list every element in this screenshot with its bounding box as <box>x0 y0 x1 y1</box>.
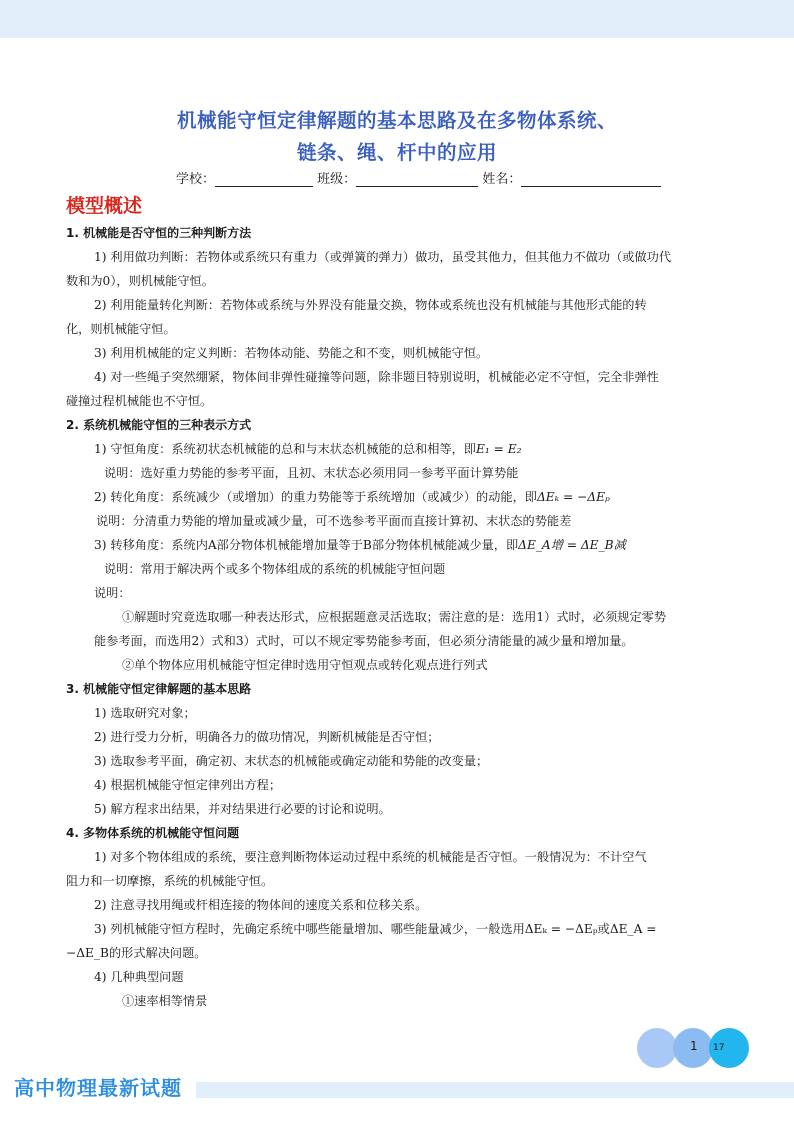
student-info <box>176 168 661 187</box>
formula: E₁ = E₂ <box>476 442 522 456</box>
para: 2) 注意寻找用绳或杆相连接的物体间的速度关系和位移关系。 <box>94 898 428 912</box>
note-label: 说明： <box>94 586 131 600</box>
class-field[interactable] <box>356 173 478 187</box>
para: 3) 列机械能守恒方程时，先确定系统中哪些能量增加、哪些能量减少，一般选用ΔEₖ = −ΔEₚ或ΔE_A = <box>94 922 657 936</box>
para: 4) 对一些绳子突然绷紧，物体间非弹性碰撞等问题，除非题目特别说明，机械能必定不守恒，完全非弹性 <box>94 370 659 384</box>
para: 碰撞过程机械能也不守恒。 <box>66 394 213 408</box>
para: 化，则机械能守恒。 <box>66 322 176 336</box>
para: ①速率相等情景 <box>122 994 208 1008</box>
para: ②单个物体应用机械能守恒定律时选用守恒观点或转化观点进行列式 <box>122 658 488 672</box>
school-field[interactable] <box>215 173 313 187</box>
heading-2: 2. 系统机械能守恒的三种表示方式 <box>66 418 252 432</box>
para: 能参考面，而选用2）式和3）式时，可以不规定零势能参考面，但必须分清能量的减少量和增加量。 <box>94 634 634 648</box>
page-total: 17 <box>713 1043 725 1053</box>
school-label: 学校： <box>176 172 216 187</box>
para: 2) 利用能量转化判断：若物体或系统与外界没有能量交换，物体或系统也没有机械能与其他形式能的转 <box>94 298 647 312</box>
para: ①解题时究竟选取哪一种表达形式，应根据题意灵活选取；需注意的是：选用1）式时，必须规定零势 <box>122 610 667 624</box>
page-circle <box>637 1028 677 1068</box>
top-band <box>0 0 794 38</box>
para: −ΔE_B的形式解决问题。 <box>66 946 207 960</box>
list-item: 2) 进行受力分析，明确各力的做功情况，判断机械能是否守恒； <box>94 730 440 744</box>
para: 数和为0），则机械能守恒。 <box>66 274 214 288</box>
page-number: 1 <box>690 1039 698 1053</box>
footer-band <box>196 1082 794 1098</box>
para: 阻力和一切摩擦，系统的机械能守恒。 <box>66 874 274 888</box>
para: 4) 几种典型问题 <box>94 970 184 984</box>
doc-title-line2: 链条、绳、杆中的应用 <box>296 141 497 164</box>
section-title: 模型概述 <box>66 195 143 217</box>
para <box>94 490 610 505</box>
name-label: 姓名： <box>482 172 522 187</box>
heading-3: 3. 机械能守恒定律解题的基本思路 <box>66 682 252 696</box>
para <box>94 442 522 457</box>
list-item: 1) 选取研究对象； <box>94 706 196 720</box>
text: 2) 转化角度：系统减少（或增加）的重力势能等于系统增加（或减少）的动能，即 <box>94 490 537 504</box>
note: 说明：常用于解决两个或多个物体组成的系统的机械能守恒问题 <box>104 562 446 576</box>
note: 说明：分清重力势能的增加量或减少量，可不选参考平面而直接计算初、末状态的势能差 <box>96 514 572 528</box>
formula: ΔEₖ = −ΔEₚ <box>536 490 610 504</box>
formula: ΔE_A增 = ΔE_B减 <box>518 538 626 552</box>
list-item: 4) 根据机械能守恒定律列出方程； <box>94 778 282 792</box>
text: 3) 转移角度：系统内A部分物体机械能增加量等于B部分物体机械能减少量，即 <box>94 538 519 552</box>
heading-1: 1. 机械能是否守恒的三种判断方法 <box>66 226 252 240</box>
page-indicator <box>637 1028 757 1068</box>
name-field[interactable] <box>521 173 661 187</box>
para: 1) 对多个物体组成的系统，要注意判断物体运动过程中系统的机械能是否守恒。一般情况为：不计空气 <box>94 850 647 864</box>
note: 说明：选好重力势能的参考平面，且初、末状态必须用同一参考平面计算势能 <box>104 466 519 480</box>
doc-title-line1: 机械能守恒定律解题的基本思路及在多物体系统、 <box>176 109 617 132</box>
list-item: 5) 解方程求出结果，并对结果进行必要的讨论和说明。 <box>94 802 391 816</box>
para: 3) 利用机械能的定义判断：若物体动能、势能之和不变，则机械能守恒。 <box>94 346 489 360</box>
heading-4: 4. 多物体系统的机械能守恒问题 <box>66 826 240 840</box>
class-label: 班级： <box>317 172 357 187</box>
list-item: 3) 选取参考平面，确定初、末状态的机械能或确定动能和势能的改变量； <box>94 754 489 768</box>
text: 1) 守恒角度：系统初状态机械能的总和与末状态机械能的总和相等，即 <box>94 442 477 456</box>
para: 1) 利用做功判断：若物体或系统只有重力（或弹簧的弹力）做功，虽受其他力，但其他力不做功（或做功代 <box>94 250 672 264</box>
para <box>94 538 626 553</box>
footer-logo: 高中物理最新试题 <box>14 1076 182 1100</box>
